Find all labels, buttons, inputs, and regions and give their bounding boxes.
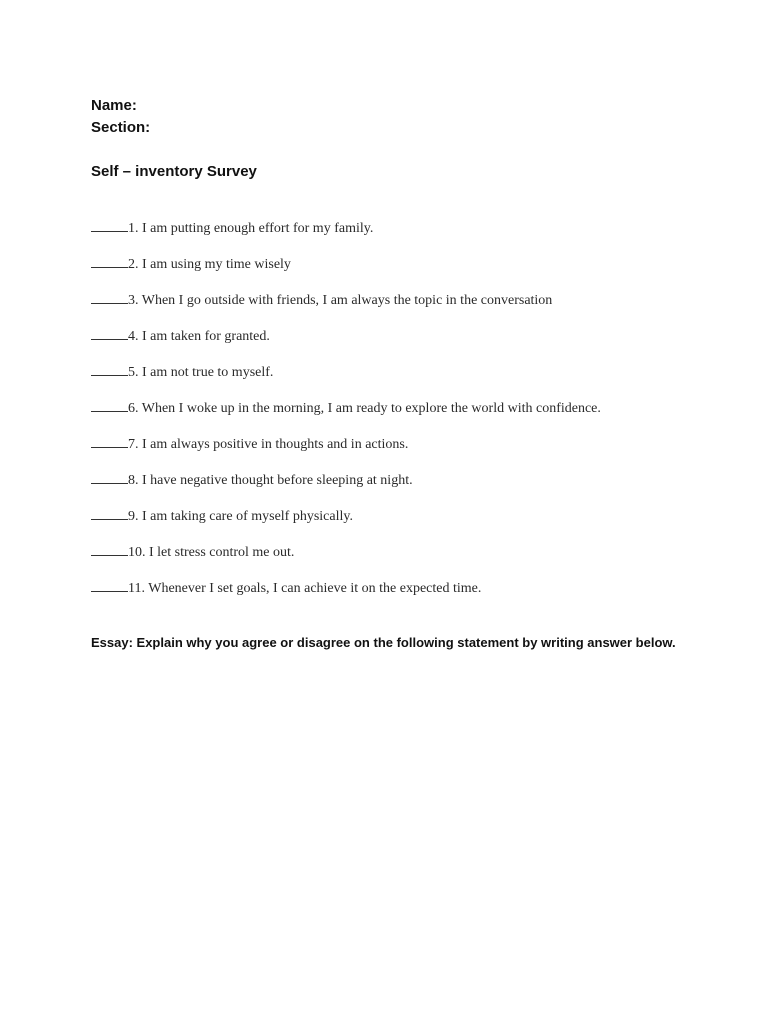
answer-blank-6[interactable] [91, 398, 128, 412]
survey-item-4 [91, 326, 731, 362]
item-text: I let stress control me out. [149, 545, 295, 560]
survey-title: Self – inventory Survey [91, 163, 257, 180]
survey-item-8 [91, 470, 731, 506]
item-number: 8. [128, 473, 139, 488]
survey-item-11 [91, 578, 731, 614]
survey-items [91, 218, 731, 614]
answer-blank-7[interactable] [91, 434, 128, 448]
item-text: I am putting enough effort for my family. [142, 221, 374, 236]
item-number: 6. [128, 401, 139, 416]
answer-blank-9[interactable] [91, 506, 128, 520]
answer-blank-1[interactable] [91, 218, 128, 232]
item-text: Whenever I set goals, I can achieve it on the expected time. [148, 581, 482, 596]
name-label: Name: [91, 97, 137, 114]
item-text: When I go outside with friends, I am always the topic in the conversation [141, 293, 553, 308]
item-number: 2. [128, 257, 139, 272]
item-text: I am using my time wisely [142, 257, 291, 272]
answer-blank-10[interactable] [91, 542, 128, 556]
survey-item-2 [91, 254, 731, 290]
item-text: I am always positive in thoughts and in actions. [142, 437, 409, 452]
section-label: Section: [91, 119, 151, 136]
answer-blank-8[interactable] [91, 470, 128, 484]
item-text: I am taking care of myself physically. [142, 509, 353, 524]
survey-item-5 [91, 362, 731, 398]
survey-item-9 [91, 506, 731, 542]
item-text: When I woke up in the morning, I am ready to explore the world with confidence. [141, 401, 601, 416]
item-number: 3. [128, 293, 139, 308]
item-number: 9. [128, 509, 139, 524]
answer-blank-2[interactable] [91, 254, 128, 268]
item-text: I am not true to myself. [142, 365, 274, 380]
survey-item-1 [91, 218, 731, 254]
essay-prompt: Essay: Explain why you agree or disagree on the following statement by writing answer below. [91, 635, 676, 650]
answer-blank-5[interactable] [91, 362, 128, 376]
item-text: I have negative thought before sleeping at night. [142, 473, 413, 488]
item-number: 5. [128, 365, 139, 380]
item-number: 7. [128, 437, 139, 452]
item-number: 1. [128, 221, 139, 236]
answer-blank-3[interactable] [91, 290, 128, 304]
answer-blank-4[interactable] [91, 326, 128, 340]
item-number: 10. [128, 545, 146, 560]
item-number: 11. [128, 581, 145, 596]
item-number: 4. [128, 329, 139, 344]
answer-blank-11[interactable] [91, 578, 128, 592]
item-text: I am taken for granted. [142, 329, 270, 344]
survey-item-7 [91, 434, 731, 470]
survey-item-3 [91, 290, 731, 326]
survey-item-6 [91, 398, 731, 434]
survey-item-10 [91, 542, 731, 578]
